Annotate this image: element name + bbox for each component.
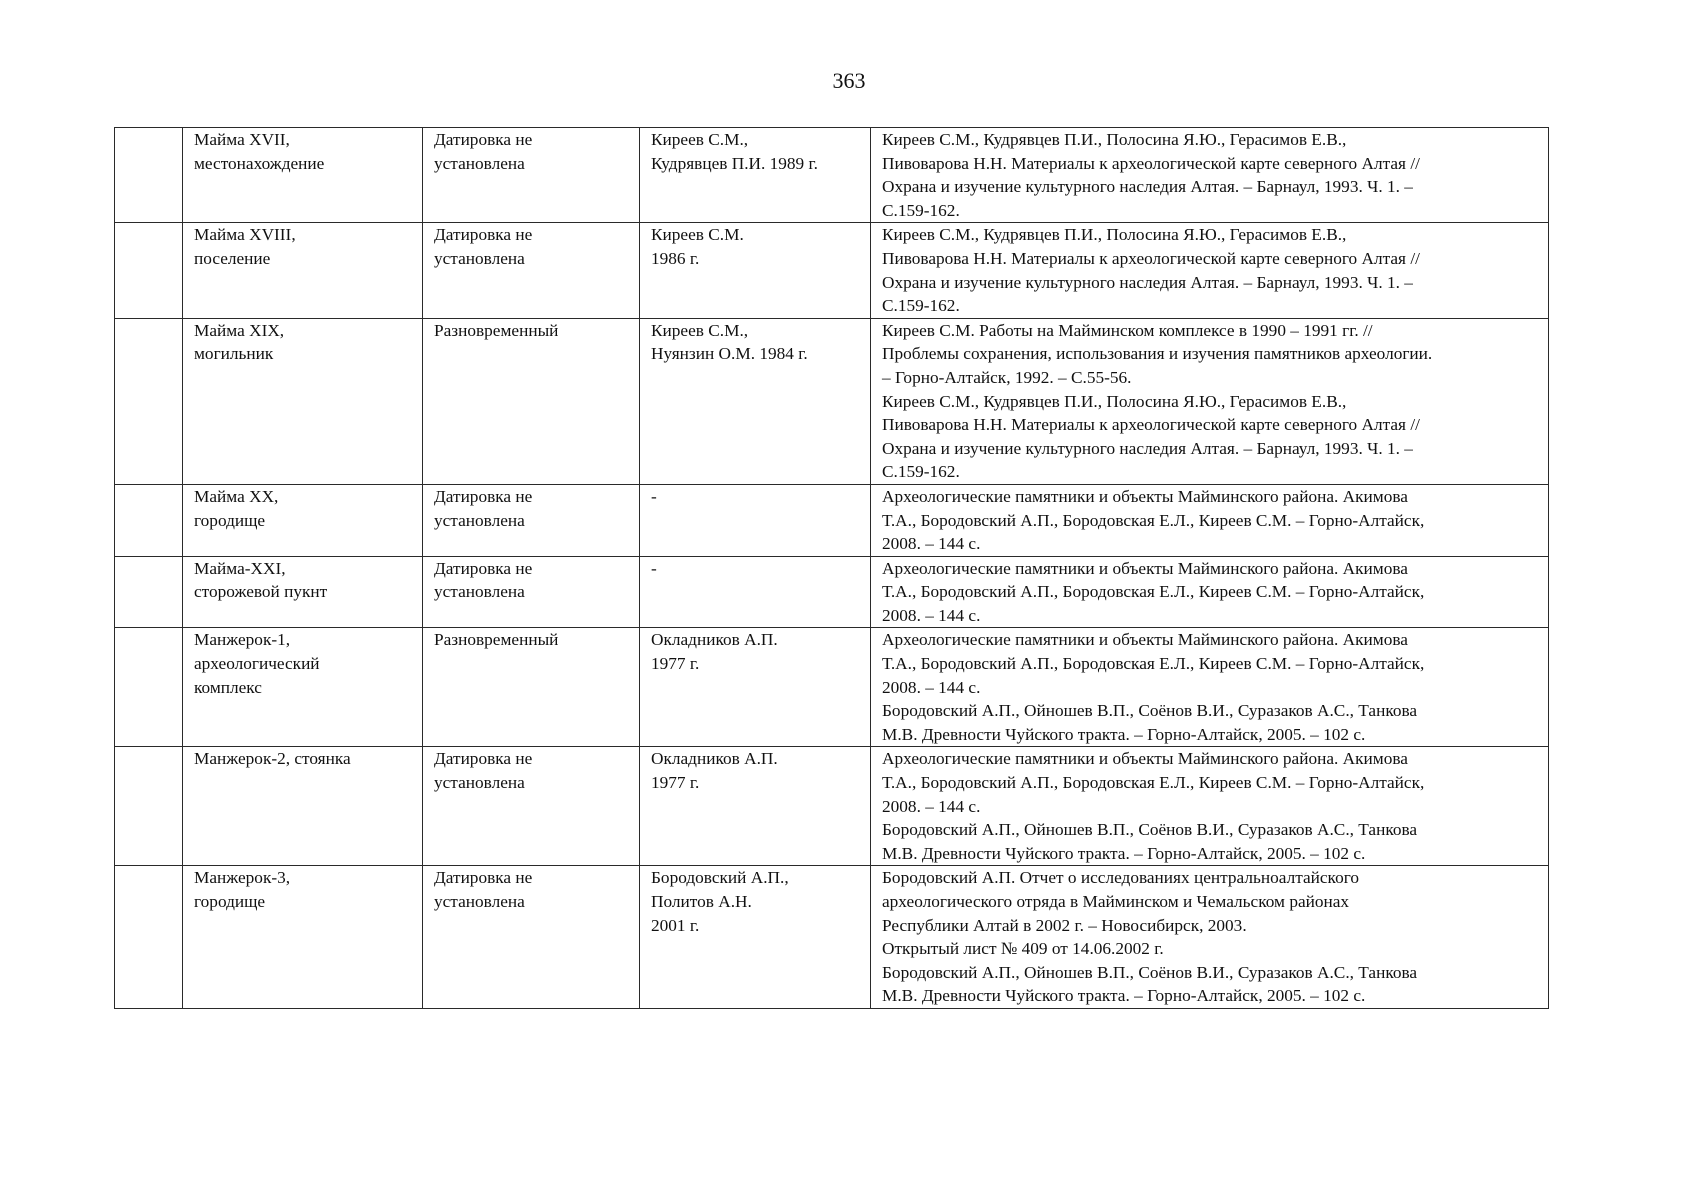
cell-dating-line: установлена [434, 153, 525, 173]
cell-literature-line: Археологические памятники и объекты Майминского района. Акимова [882, 749, 1408, 769]
cell-site-name-line: Манжерок-2, стоянка [194, 749, 351, 769]
cell-site-name [183, 866, 423, 1009]
cell-site-name-line: Манжерок-1, [194, 630, 291, 650]
cell-literature-line: Бородовский А.П., Ойношев В.П., Соёнов В.И., Суразаков А.С., Танкова [882, 820, 1418, 840]
cell-site-name-line: Майма XX, [194, 486, 279, 506]
cell-author [640, 866, 871, 1009]
cell-site-name [183, 318, 423, 484]
cell-dating [423, 747, 640, 866]
cell-author-line: Политов А.Н. [651, 892, 752, 911]
cell-dating-line: Датировка не [434, 749, 533, 769]
cell-dating-line: Датировка не [434, 486, 533, 506]
cell-literature-line: С.159-162. [882, 200, 960, 220]
cell-dating-line: установлена [434, 773, 525, 793]
cell-literature-line: Археологические памятники и объекты Майминского района. Акимова [882, 630, 1408, 650]
cell-literature-line: Т.А., Бородовский А.П., Бородовская Е.Л., Киреев С.М. – Горно-Алтайск, [882, 582, 1425, 602]
cell-dating-line: Разновременный [434, 630, 559, 650]
cell-literature-line: С.159-162. [882, 462, 960, 482]
cell-site-name [183, 556, 423, 628]
cell-author-line: Кудрявцев П.И. 1989 г. [651, 153, 818, 173]
table-row [115, 318, 1549, 484]
cell-literature-line: Т.А., Бородовский А.П., Бородовская Е.Л., Киреев С.М. – Горно-Алтайск, [882, 510, 1425, 530]
cell-dating-line: Датировка не [434, 225, 533, 245]
cell-dating-line: установлена [434, 510, 525, 530]
cell-author-line: - [651, 558, 657, 578]
cell-site-name-line: местонахождение [194, 153, 325, 173]
cell-literature-line: археологического отряда в Майминском и Чемальском районах [882, 892, 1350, 911]
cell-literature-line: Пивоварова Н.Н. Материалы к археологической карте северного Алтая // [882, 415, 1420, 435]
cell-author-line: Окладников А.П. [651, 630, 778, 650]
cell-site-name-line: Майма XVII, [194, 130, 290, 149]
cell-literature-line: Республики Алтай в 2002 г. – Новосибирск, 2003. [882, 915, 1247, 935]
cell-literature-line: Охрана и изучение культурного наследия Алтая. – Барнаул, 1993. Ч. 1. – [882, 177, 1413, 197]
cell-number [115, 484, 183, 556]
cell-dating [423, 556, 640, 628]
cell-literature-line: Бородовский А.П., Ойношев В.П., Соёнов В.И., Суразаков А.С., Танкова [882, 962, 1418, 982]
archaeology-sites-table [114, 127, 1549, 1009]
cell-author-line: 1977 г. [651, 654, 700, 674]
cell-literature-line: 2008. – 144 с. [882, 605, 981, 625]
cell-literature-line: Киреев С.М. Работы на Майминском комплексе в 1990 – 1991 гг. // [882, 320, 1373, 340]
cell-literature-line: Т.А., Бородовский А.П., Бородовская Е.Л., Киреев С.М. – Горно-Алтайск, [882, 654, 1425, 674]
cell-dating [423, 223, 640, 318]
cell-literature-line: Пивоварова Н.Н. Материалы к археологической карте северного Алтая // [882, 248, 1420, 268]
table-row [115, 556, 1549, 628]
cell-dating [423, 484, 640, 556]
cell-dating-line: установлена [434, 892, 525, 911]
cell-author [640, 628, 871, 747]
cell-literature [871, 484, 1549, 556]
cell-literature-line: Бородовский А.П. Отчет о исследованиях центральноалтайского [882, 868, 1360, 888]
cell-author-line: Киреев С.М. [651, 225, 744, 245]
cell-site-name [183, 128, 423, 223]
cell-literature-line: 2008. – 144 с. [882, 534, 981, 554]
table-row [115, 128, 1549, 223]
cell-literature [871, 128, 1549, 223]
cell-number [115, 556, 183, 628]
cell-number [115, 866, 183, 1009]
cell-author [640, 556, 871, 628]
cell-author [640, 747, 871, 866]
cell-literature-line: Открытый лист № 409 от 14.06.2002 г. [882, 939, 1164, 959]
cell-site-name-line: археологический [194, 654, 320, 674]
table-row [115, 628, 1549, 747]
cell-literature-line: Т.А., Бородовский А.П., Бородовская Е.Л., Киреев С.М. – Горно-Алтайск, [882, 773, 1425, 793]
cell-site-name-line: Майма XVIII, [194, 225, 296, 245]
cell-number [115, 628, 183, 747]
cell-author-line: 1977 г. [651, 773, 700, 793]
cell-author-line: 1986 г. [651, 248, 700, 268]
table-body [115, 128, 1549, 1009]
cell-author [640, 128, 871, 223]
cell-dating-line: установлена [434, 582, 525, 602]
cell-literature-line: Проблемы сохранения, использования и изучения памятников археологии. [882, 344, 1433, 364]
cell-literature-line: С.159-162. [882, 296, 960, 316]
cell-literature-line: Охрана и изучение культурного наследия Алтая. – Барнаул, 1993. Ч. 1. – [882, 438, 1413, 458]
cell-literature-line: 2008. – 144 с. [882, 796, 981, 816]
page-number: 363 [832, 68, 866, 93]
cell-dating [423, 128, 640, 223]
cell-author-line: Нуянзин О.М. 1984 г. [651, 344, 808, 364]
cell-literature-line: Охрана и изучение культурного наследия Алтая. – Барнаул, 1993. Ч. 1. – [882, 272, 1413, 292]
table-row [115, 747, 1549, 866]
cell-site-name [183, 628, 423, 747]
cell-dating [423, 628, 640, 747]
cell-literature-line: Киреев С.М., Кудрявцев П.И., Полосина Я.Ю., Герасимов Е.В., [882, 130, 1347, 149]
table-row [115, 223, 1549, 318]
cell-author-line: - [651, 486, 657, 506]
cell-site-name-line: городище [194, 892, 266, 911]
cell-dating-line: Датировка не [434, 558, 533, 578]
cell-number [115, 128, 183, 223]
cell-dating-line: установлена [434, 248, 525, 268]
cell-site-name [183, 223, 423, 318]
cell-literature-line: Киреев С.М., Кудрявцев П.И., Полосина Я.Ю., Герасимов Е.В., [882, 225, 1347, 245]
cell-literature-line: – Горно-Алтайск, 1992. – С.55-56. [882, 367, 1132, 387]
cell-author-line: Киреев С.М., [651, 320, 749, 340]
cell-site-name-line: городище [194, 510, 266, 530]
cell-site-name-line: могильник [194, 344, 274, 364]
cell-literature-line: Археологические памятники и объекты Майминского района. Акимова [882, 558, 1408, 578]
cell-author-line: Окладников А.П. [651, 749, 778, 769]
cell-dating-line: Датировка не [434, 130, 533, 149]
cell-author [640, 484, 871, 556]
cell-number [115, 223, 183, 318]
cell-literature-line: М.В. Древности Чуйского тракта. – Горно-Алтайск, 2005. – 102 с. [882, 724, 1366, 744]
cell-author [640, 318, 871, 484]
cell-author [640, 223, 871, 318]
cell-dating [423, 866, 640, 1009]
cell-site-name-line: Майма-XXI, [194, 558, 286, 578]
cell-literature [871, 318, 1549, 484]
cell-literature-line: 2008. – 144 с. [882, 677, 981, 697]
cell-author-line: 2001 г. [651, 915, 700, 935]
cell-site-name-line: Майма XIX, [194, 320, 285, 340]
cell-site-name-line: поселение [194, 248, 271, 268]
cell-dating [423, 318, 640, 484]
cell-literature-line: Археологические памятники и объекты Майминского района. Акимова [882, 486, 1408, 506]
cell-site-name-line: комплекс [194, 677, 262, 697]
table-row [115, 484, 1549, 556]
cell-literature [871, 866, 1549, 1009]
cell-number [115, 318, 183, 484]
cell-literature-line: Киреев С.М., Кудрявцев П.И., Полосина Я.Ю., Герасимов Е.В., [882, 391, 1347, 411]
cell-dating-line: Датировка не [434, 868, 533, 888]
cell-site-name-line: Манжерок-3, [194, 868, 291, 888]
cell-author-line: Киреев С.М., [651, 130, 749, 149]
cell-literature-line: М.В. Древности Чуйского тракта. – Горно-Алтайск, 2005. – 102 с. [882, 986, 1366, 1006]
cell-site-name [183, 484, 423, 556]
cell-number [115, 747, 183, 866]
cell-literature-line: М.В. Древности Чуйского тракта. – Горно-Алтайск, 2005. – 102 с. [882, 843, 1366, 863]
cell-literature-line: Пивоварова Н.Н. Материалы к археологической карте северного Алтая // [882, 153, 1420, 173]
cell-author-line: Бородовский А.П., [651, 868, 789, 888]
cell-site-name [183, 747, 423, 866]
cell-literature-line: Бородовский А.П., Ойношев В.П., Соёнов В.И., Суразаков А.С., Танкова [882, 701, 1418, 721]
cell-literature [871, 556, 1549, 628]
cell-literature [871, 628, 1549, 747]
cell-literature [871, 747, 1549, 866]
table-row [115, 866, 1549, 1009]
cell-dating-line: Разновременный [434, 320, 559, 340]
cell-literature [871, 223, 1549, 318]
cell-site-name-line: сторожевой пукнт [194, 582, 328, 602]
